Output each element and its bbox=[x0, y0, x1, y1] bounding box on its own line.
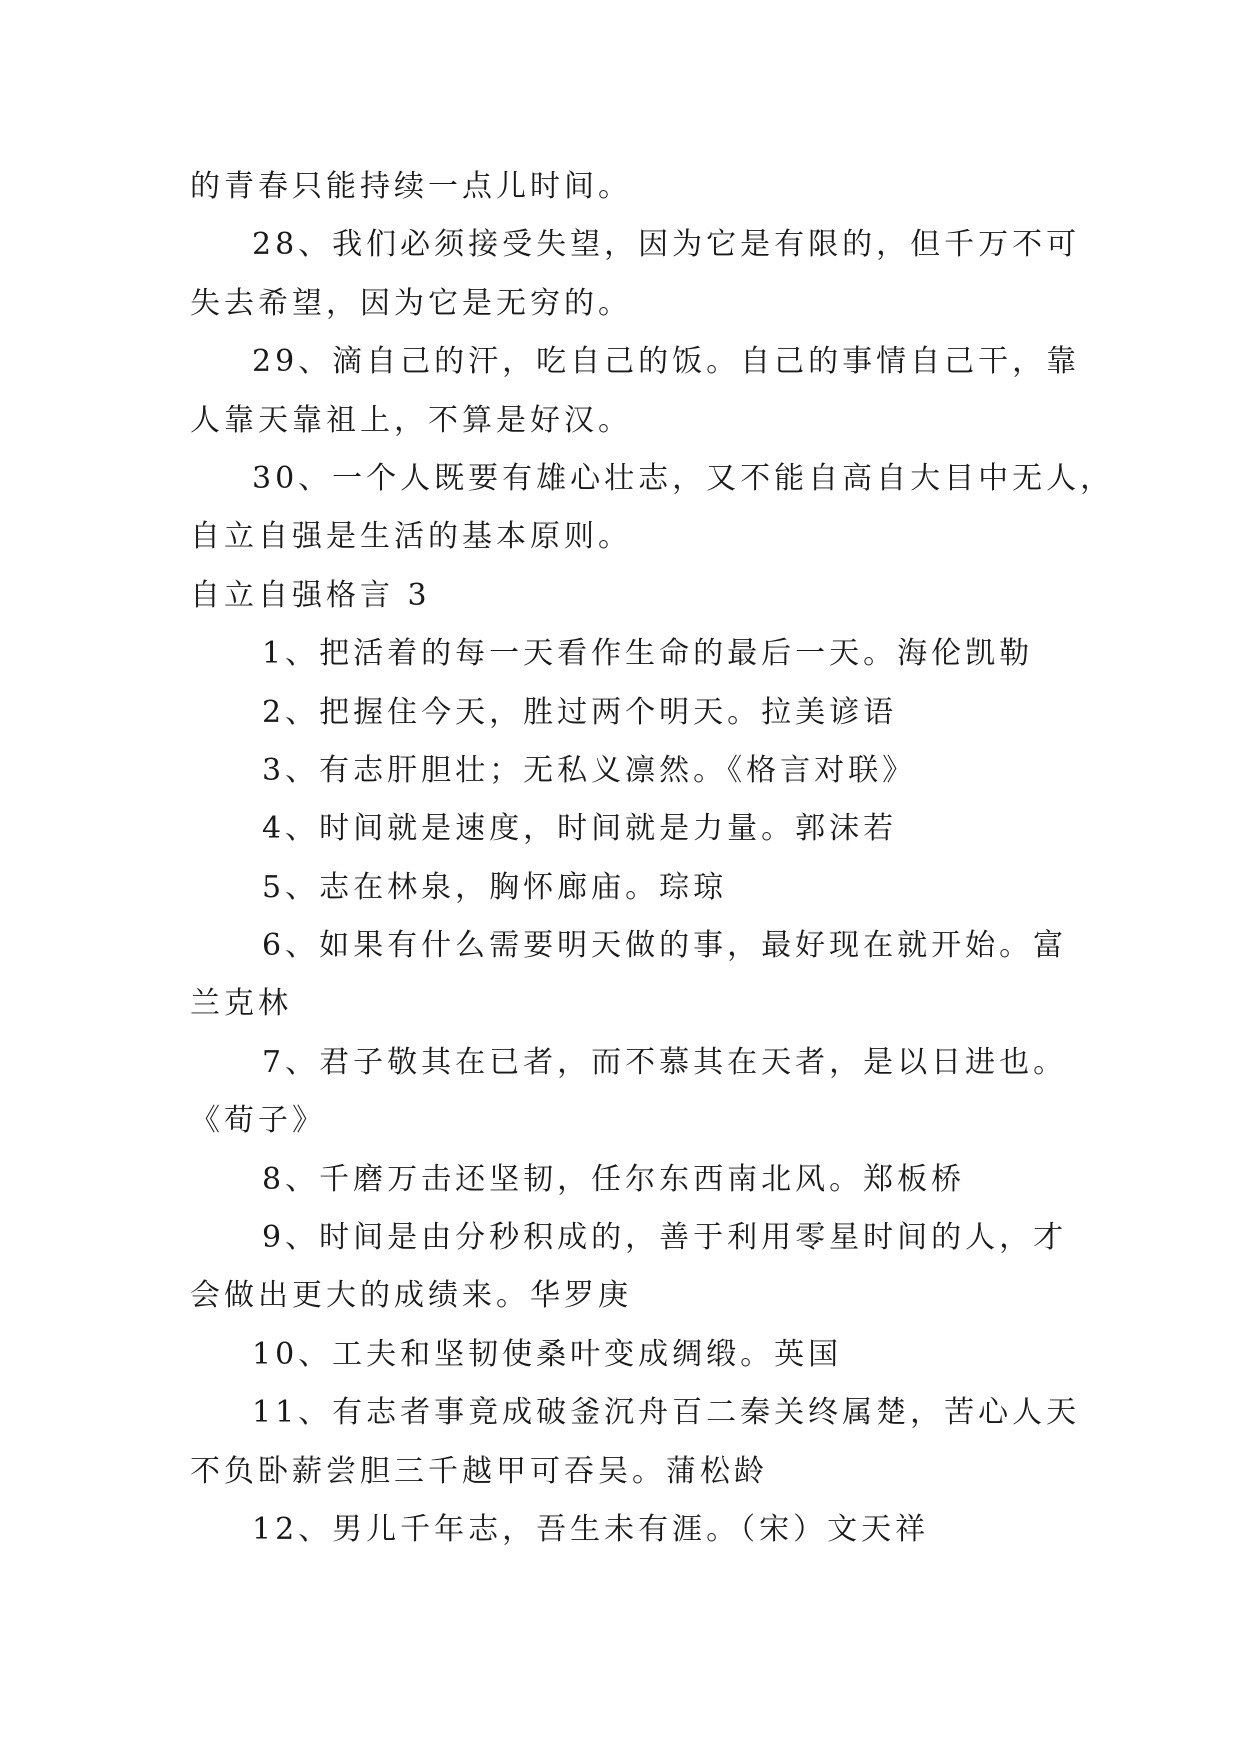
text-line: 11、有志者事竟成破釜沉舟百二秦关终属楚，苦心人天 bbox=[252, 1395, 1081, 1431]
text-line: 28、我们必须接受失望，因为它是有限的，但千万不可 bbox=[252, 227, 1081, 263]
text-line: 不负卧薪尝胆三千越甲可吞吴。蒲松龄 bbox=[190, 1453, 768, 1489]
text-line: 兰克林 bbox=[190, 986, 292, 1022]
text-line: 10、工夫和坚韧使桑叶变成绸缎。英国 bbox=[252, 1336, 843, 1372]
document-body bbox=[190, 158, 1115, 1559]
section-heading: 自立自强格言 3 bbox=[190, 577, 431, 613]
text-line: 8、千磨万击还坚韧，任尔东西南北风。郑板桥 bbox=[262, 1161, 966, 1197]
text-line: 4、时间就是速度，时间就是力量。郭沫若 bbox=[262, 811, 898, 847]
text-line: 6、如果有什么需要明天做的事，最好现在就开始。富 bbox=[262, 928, 1068, 964]
text-line: 12、男儿千年志，吾生未有涯。（宋）文天祥 bbox=[252, 1511, 930, 1547]
text-line: 的青春只能持续一点儿时间。 bbox=[190, 169, 632, 204]
text-line: 9、时间是由分秒积成的，善于利用零星时间的人，才 bbox=[262, 1220, 1068, 1256]
text-line: 《荀子》 bbox=[190, 1103, 326, 1139]
text-line: 5、志在林泉，胸怀廊庙。琮琼 bbox=[262, 869, 728, 905]
text-line: 失去希望，因为它是无穷的。 bbox=[190, 285, 632, 321]
text-line: 30、一个人既要有雄心壮志，又不能自高自大目中无人， bbox=[252, 460, 1115, 496]
text-line: 会做出更大的成绩来。华罗庚 bbox=[190, 1278, 632, 1314]
text-line: 7、君子敬其在已者，而不慕其在天者，是以日进也。 bbox=[262, 1044, 1068, 1080]
text-line: 自立自强是生活的基本原则。 bbox=[190, 519, 632, 555]
text-line: 人靠天靠祖上，不算是好汉。 bbox=[190, 402, 632, 438]
text-line: 1、把活着的每一天看作生命的最后一天。海伦凯勒 bbox=[262, 636, 1034, 672]
text-line: 29、滴自己的汗，吃自己的饭。自己的事情自己干，靠 bbox=[252, 344, 1081, 380]
text-line: 2、把握住今天，胜过两个明天。拉美谚语 bbox=[262, 694, 898, 730]
text-line: 3、有志肝胆壮；无私义凛然。《格言对联》 bbox=[262, 752, 917, 788]
